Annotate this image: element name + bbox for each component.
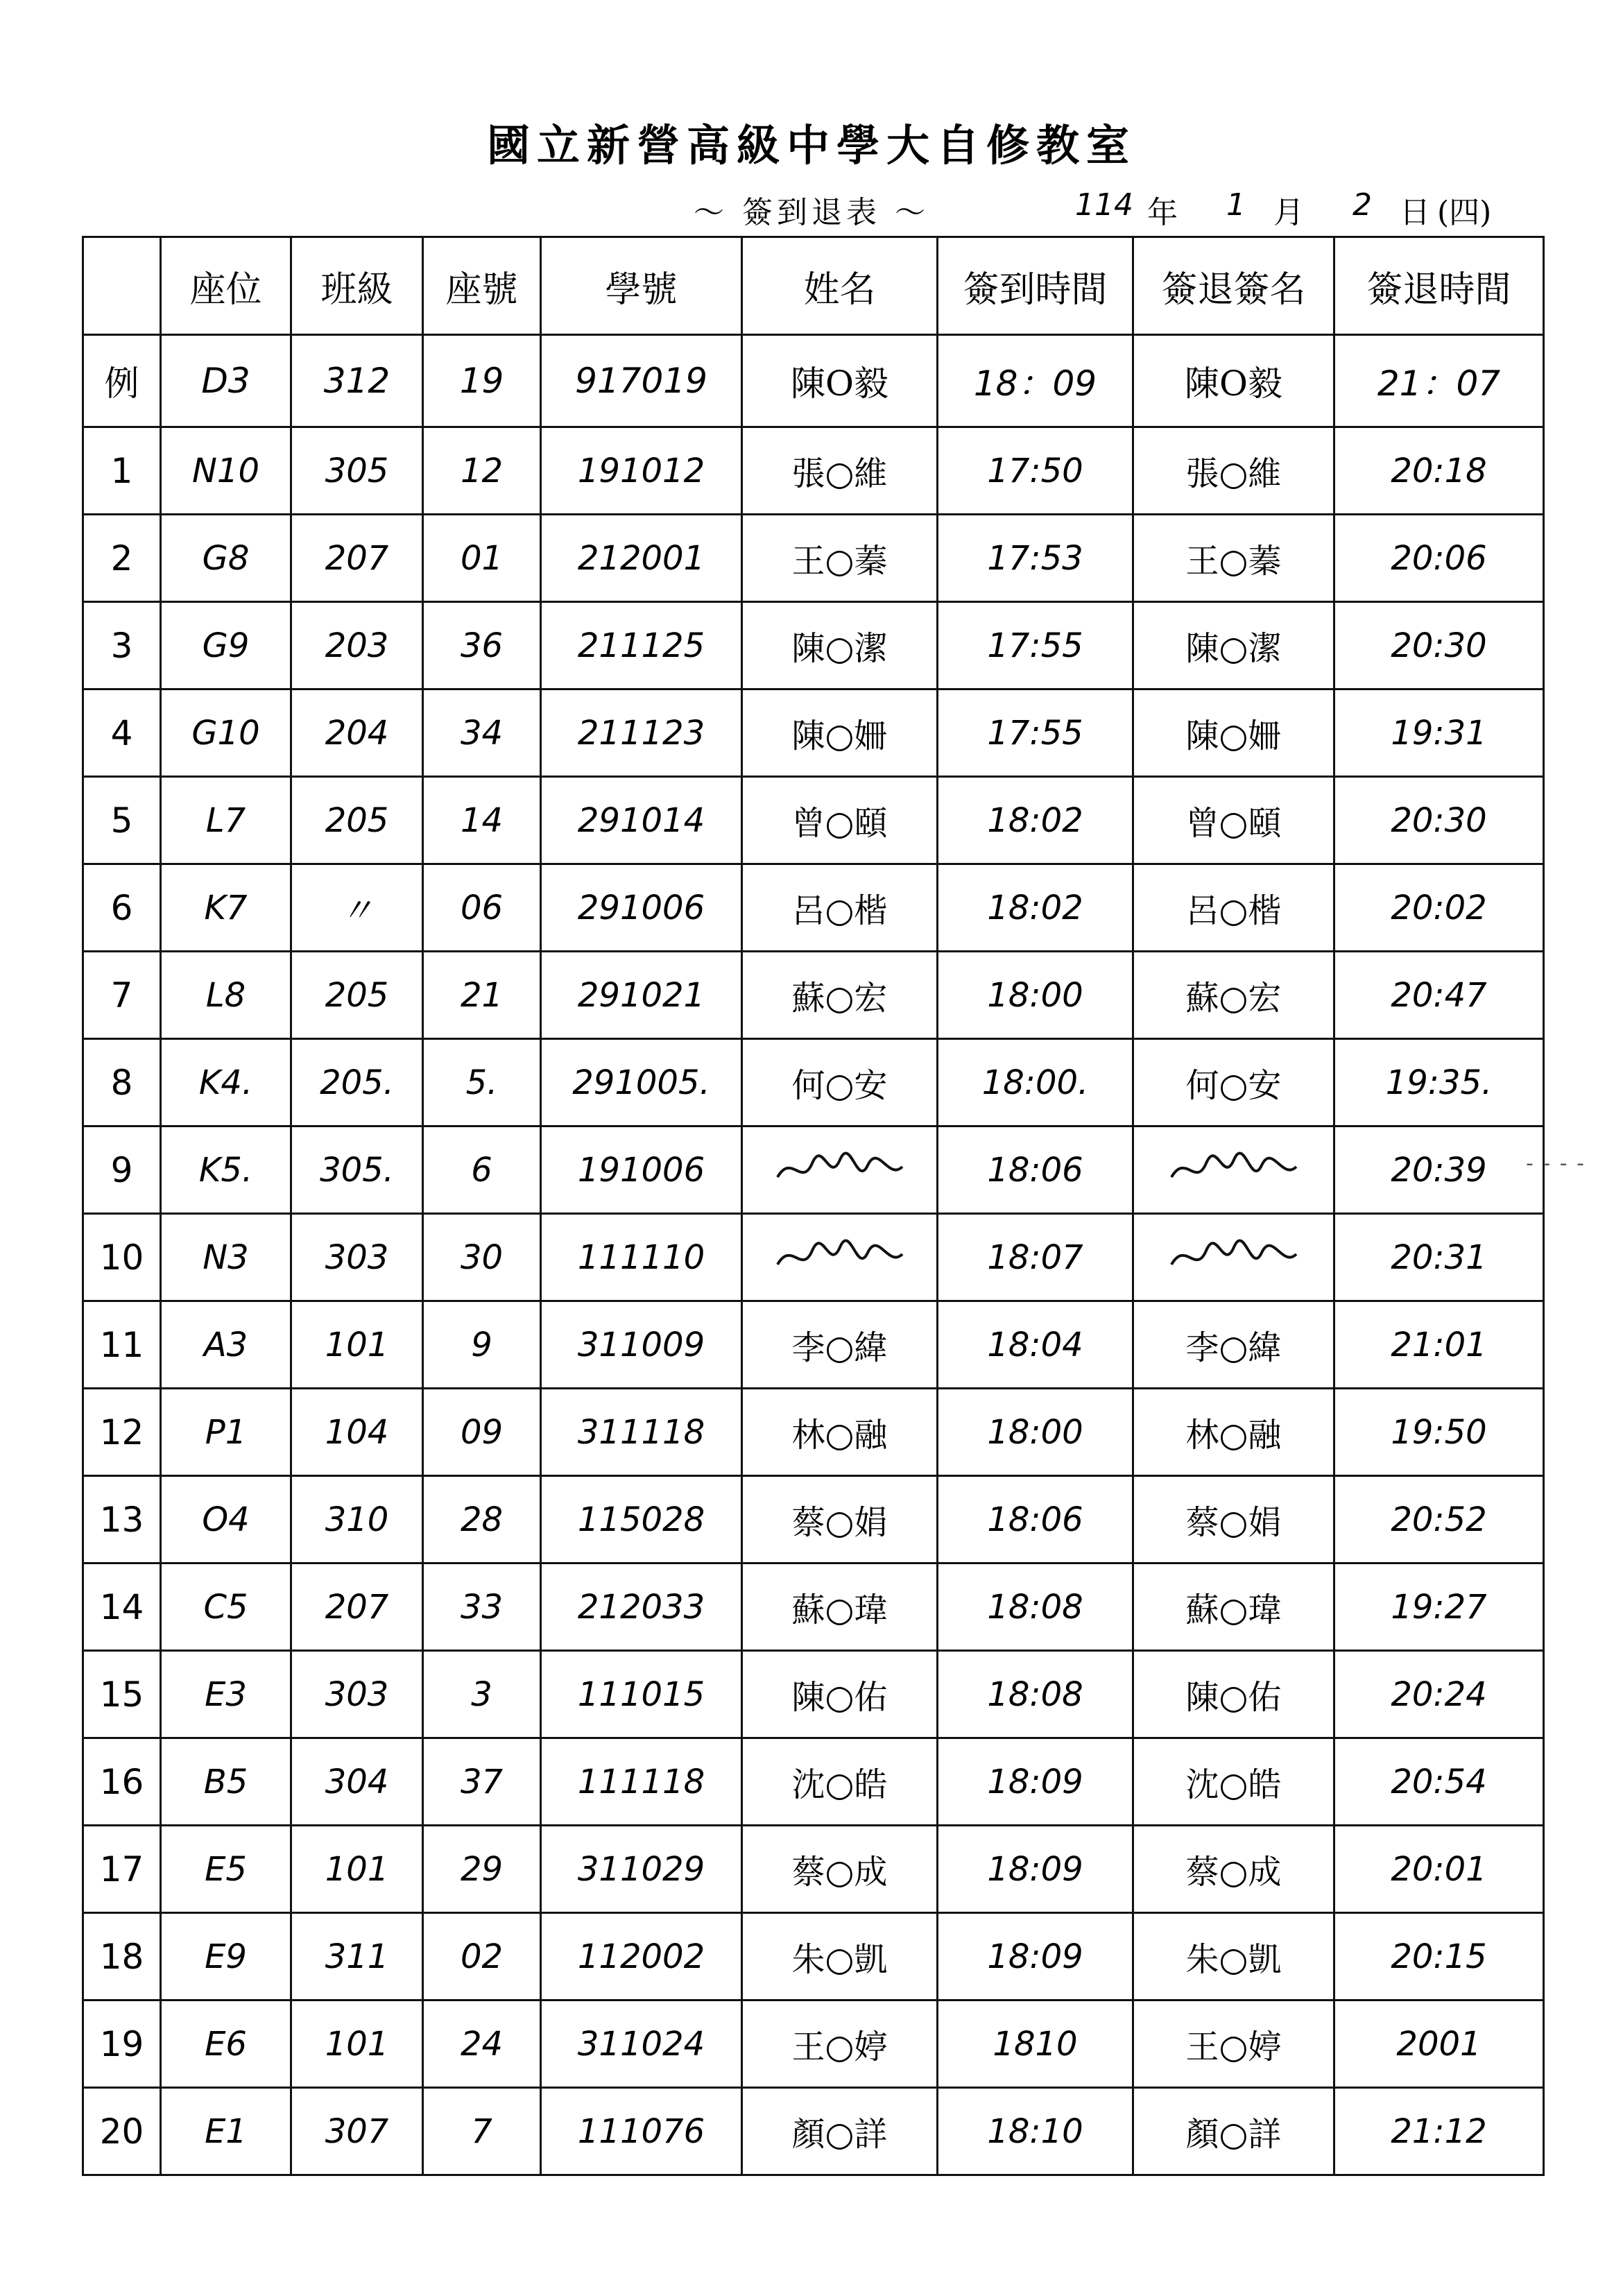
sign-out-time-cell: 20:54 (1334, 1738, 1544, 1826)
signature-cell: 陳○姍 (1133, 689, 1334, 777)
handwritten-signature-icon (771, 1233, 909, 1282)
class-cell: 207 (291, 1563, 423, 1651)
student-id-cell: 291014 (541, 777, 742, 864)
row-index: 13 (83, 1476, 161, 1563)
sign-in-time-cell: 18:07 (938, 1214, 1133, 1301)
class-cell: 204 (291, 689, 423, 777)
signature-cell: 朱○凱 (1133, 1913, 1334, 2001)
class-cell: 304 (291, 1738, 423, 1826)
class-cell: 〃 (291, 864, 423, 952)
table-row (83, 1738, 1544, 1826)
signature-cell: 蘇○瑋 (1133, 1563, 1334, 1651)
row-index: 8 (83, 1039, 161, 1126)
example-row (83, 335, 1544, 427)
signature-cell: 蔡○成 (1133, 1826, 1334, 1913)
sign-out-time-cell: 19:50 (1334, 1389, 1544, 1476)
seat-number-cell: 36 (423, 602, 541, 689)
student-id-cell: 291005. (541, 1039, 742, 1126)
sign-out-time-cell: 20:39 (1334, 1126, 1544, 1214)
row-index: 5 (83, 777, 161, 864)
sign-out-time-cell: 19:27 (1334, 1563, 1544, 1651)
signature-cell: 陳O毅 (1133, 335, 1334, 427)
table-row (83, 602, 1544, 689)
seat-cell: G9 (161, 602, 291, 689)
row-index: 17 (83, 1826, 161, 1913)
seat-cell: K7 (161, 864, 291, 952)
seat-cell: P1 (161, 1389, 291, 1476)
header-row (83, 237, 1544, 335)
header-sign-out-time: 簽退時間 (1334, 237, 1544, 335)
table-row (83, 427, 1544, 515)
signature-cell: 顏○詳 (1133, 2088, 1334, 2175)
seat-cell: B5 (161, 1738, 291, 1826)
class-cell: 205 (291, 952, 423, 1039)
name-cell: 王○婷 (742, 2001, 938, 2088)
sign-out-time-cell: 20:02 (1334, 864, 1544, 952)
sign-out-time-cell: 21：07 (1334, 335, 1544, 427)
sign-out-time-cell: 20:18 (1334, 427, 1544, 515)
table-row (83, 515, 1544, 602)
table-row (83, 952, 1544, 1039)
signature-cell: 陳○潔 (1133, 602, 1334, 689)
table-row (83, 1651, 1544, 1738)
table-row (83, 1214, 1544, 1301)
student-id-cell: 191006 (541, 1126, 742, 1214)
student-id-cell: 291021 (541, 952, 742, 1039)
sign-in-time-cell: 18:09 (938, 1738, 1133, 1826)
seat-number-cell: 28 (423, 1476, 541, 1563)
student-id-cell: 211125 (541, 602, 742, 689)
seat-cell: E6 (161, 2001, 291, 2088)
seat-number-cell: 19 (423, 335, 541, 427)
signature-cell: 李○緯 (1133, 1301, 1334, 1389)
class-cell: 303 (291, 1651, 423, 1738)
date-day-unit: 日 (1399, 195, 1430, 230)
name-cell: 林○融 (742, 1389, 938, 1476)
sign-out-time-cell: 20:24 (1334, 1651, 1544, 1738)
name-cell: 朱○凱 (742, 1913, 938, 2001)
class-cell: 101 (291, 1826, 423, 1913)
student-id-cell: 311009 (541, 1301, 742, 1389)
student-id-cell: 291006 (541, 864, 742, 952)
sign-out-time-cell: 20:15 (1334, 1913, 1544, 2001)
handwritten-signature-icon (1165, 1146, 1303, 1194)
table-row (83, 1476, 1544, 1563)
header-sign-in-time: 簽到時間 (938, 237, 1133, 335)
student-id-cell: 115028 (541, 1476, 742, 1563)
sign-out-time-cell: 20:30 (1334, 777, 1544, 864)
name-cell: 何○安 (742, 1039, 938, 1126)
name-cell: 張○維 (742, 427, 938, 515)
class-cell: 101 (291, 2001, 423, 2088)
table-row (83, 1301, 1544, 1389)
row-index: 例 (83, 335, 161, 427)
row-index: 12 (83, 1389, 161, 1476)
date-year: 114 (1075, 187, 1133, 223)
student-id-cell: 111110 (541, 1214, 742, 1301)
signature-cell: 何○安 (1133, 1039, 1334, 1126)
table-row (83, 777, 1544, 864)
row-index: 18 (83, 1913, 161, 2001)
seat-number-cell: 29 (423, 1826, 541, 1913)
signature-cell: 林○融 (1133, 1389, 1334, 1476)
sign-in-time-cell: 18:00 (938, 1389, 1133, 1476)
sign-in-time-cell: 17:55 (938, 602, 1133, 689)
sign-in-time-cell: 18:04 (938, 1301, 1133, 1389)
header-seat: 座位 (161, 237, 291, 335)
seat-cell: K5. (161, 1126, 291, 1214)
row-index: 9 (83, 1126, 161, 1214)
seat-cell: A3 (161, 1301, 291, 1389)
sign-out-time-cell: 20:06 (1334, 515, 1544, 602)
seat-number-cell: 33 (423, 1563, 541, 1651)
sign-in-time-cell: 18:10 (938, 2088, 1133, 2175)
table-row (83, 2001, 1544, 2088)
table-row (83, 1126, 1544, 1214)
signature-cell: 張○維 (1133, 427, 1334, 515)
page-title: 國立新營高級中學大自修教室 (486, 120, 1136, 171)
row-index: 10 (83, 1214, 161, 1301)
student-id-cell: 111076 (541, 2088, 742, 2175)
name-cell: 呂○楷 (742, 864, 938, 952)
seat-number-cell: 34 (423, 689, 541, 777)
seat-number-cell: 30 (423, 1214, 541, 1301)
sign-in-time-cell: 18:02 (938, 777, 1133, 864)
signature-cell: 呂○楷 (1133, 864, 1334, 952)
sign-in-time-cell: 17:55 (938, 689, 1133, 777)
seat-cell: G8 (161, 515, 291, 602)
student-id-cell: 212033 (541, 1563, 742, 1651)
name-cell: 陳○佑 (742, 1651, 938, 1738)
seat-cell: E5 (161, 1826, 291, 1913)
class-cell: 104 (291, 1389, 423, 1476)
date-weekday: (四) (1436, 195, 1492, 230)
row-index: 19 (83, 2001, 161, 2088)
class-cell: 307 (291, 2088, 423, 2175)
signature-cell (1133, 1126, 1334, 1214)
sign-in-time-cell: 18:02 (938, 864, 1133, 952)
class-cell: 205. (291, 1039, 423, 1126)
seat-number-cell: 12 (423, 427, 541, 515)
table-row (83, 1826, 1544, 1913)
sign-out-time-cell: 20:01 (1334, 1826, 1544, 1913)
sign-in-time-cell: 1810 (938, 2001, 1133, 2088)
signature-cell: 王○蓁 (1133, 515, 1334, 602)
table-row (83, 2088, 1544, 2175)
sign-out-time-cell: 20:30 (1334, 602, 1544, 689)
seat-number-cell: 14 (423, 777, 541, 864)
seat-cell: C5 (161, 1563, 291, 1651)
class-cell: 303 (291, 1214, 423, 1301)
sign-out-time-cell: 21:12 (1334, 2088, 1544, 2175)
student-id-cell: 311024 (541, 2001, 742, 2088)
seat-cell: L8 (161, 952, 291, 1039)
sign-out-time-cell: 2001 (1334, 2001, 1544, 2088)
date-month-unit: 月 (1273, 195, 1304, 230)
header-student-id: 學號 (541, 237, 742, 335)
name-cell: 蔡○成 (742, 1826, 938, 1913)
row-index: 14 (83, 1563, 161, 1651)
student-id-cell: 311118 (541, 1389, 742, 1476)
student-id-cell: 111118 (541, 1738, 742, 1826)
header-seat-number: 座號 (423, 237, 541, 335)
row-index: 1 (83, 427, 161, 515)
name-cell: 陳○潔 (742, 602, 938, 689)
sign-in-time-cell: 18:06 (938, 1476, 1133, 1563)
handwritten-signature-icon (771, 1146, 909, 1194)
table-row (83, 1389, 1544, 1476)
date-line (1075, 187, 1491, 232)
name-cell: 王○蓁 (742, 515, 938, 602)
seat-number-cell: 3 (423, 1651, 541, 1738)
sign-in-time-cell: 18:06 (938, 1126, 1133, 1214)
student-id-cell: 112002 (541, 1913, 742, 2001)
sign-in-time-cell: 17:50 (938, 427, 1133, 515)
header-name: 姓名 (742, 237, 938, 335)
sign-in-time-cell: 18：09 (938, 335, 1133, 427)
row-index: 11 (83, 1301, 161, 1389)
name-cell: 蔡○娟 (742, 1476, 938, 1563)
date-year-unit: 年 (1147, 195, 1178, 230)
sign-in-time-cell: 18:08 (938, 1651, 1133, 1738)
sign-out-time-cell: 20:31 (1334, 1214, 1544, 1301)
seat-cell: O4 (161, 1476, 291, 1563)
table-row (83, 1913, 1544, 2001)
signature-cell: 蔡○娟 (1133, 1476, 1334, 1563)
name-cell (742, 1126, 938, 1214)
handwritten-signature-icon (1165, 1233, 1303, 1282)
seat-cell: N3 (161, 1214, 291, 1301)
signature-cell: 蘇○宏 (1133, 952, 1334, 1039)
class-cell: 312 (291, 335, 423, 427)
student-id-cell: 111015 (541, 1651, 742, 1738)
sign-in-time-cell: 17:53 (938, 515, 1133, 602)
seat-cell: N10 (161, 427, 291, 515)
name-cell: 蘇○宏 (742, 952, 938, 1039)
table-row (83, 1563, 1544, 1651)
table-row (83, 689, 1544, 777)
seat-number-cell: 5. (423, 1039, 541, 1126)
name-cell: 曾○頤 (742, 777, 938, 864)
seat-number-cell: 9 (423, 1301, 541, 1389)
seat-number-cell: 7 (423, 2088, 541, 2175)
sign-out-time-cell: 20:47 (1334, 952, 1544, 1039)
class-cell: 101 (291, 1301, 423, 1389)
sign-out-time-cell: 20:52 (1334, 1476, 1544, 1563)
class-cell: 203 (291, 602, 423, 689)
sign-out-time-cell: 21:01 (1334, 1301, 1544, 1389)
seat-number-cell: 02 (423, 1913, 541, 2001)
header-sign-out-signature: 簽退簽名 (1133, 237, 1334, 335)
table-row (83, 1039, 1544, 1126)
sign-out-time-cell: 19:31 (1334, 689, 1544, 777)
sign-in-time-cell: 18:00 (938, 952, 1133, 1039)
header-class: 班級 (291, 237, 423, 335)
seat-number-cell: 37 (423, 1738, 541, 1826)
row-index: 3 (83, 602, 161, 689)
date-day: 2 (1352, 187, 1372, 223)
class-cell: 311 (291, 1913, 423, 2001)
seat-number-cell: 21 (423, 952, 541, 1039)
student-id-cell: 191012 (541, 427, 742, 515)
seat-number-cell: 6 (423, 1126, 541, 1214)
seat-cell: E1 (161, 2088, 291, 2175)
date-month: 1 (1226, 187, 1246, 223)
header-index (83, 237, 161, 335)
class-cell: 207 (291, 515, 423, 602)
row-index: 15 (83, 1651, 161, 1738)
row-index: 7 (83, 952, 161, 1039)
row-index: 6 (83, 864, 161, 952)
seat-number-cell: 09 (423, 1389, 541, 1476)
name-cell: 陳○姍 (742, 689, 938, 777)
signature-cell: 陳○佑 (1133, 1651, 1334, 1738)
student-id-cell: 211123 (541, 689, 742, 777)
signature-cell: 沈○皓 (1133, 1738, 1334, 1826)
student-id-cell: 917019 (541, 335, 742, 427)
signature-cell (1133, 1214, 1334, 1301)
name-cell: 李○緯 (742, 1301, 938, 1389)
class-cell: 310 (291, 1476, 423, 1563)
row-index: 2 (83, 515, 161, 602)
margin-dashes: - - - - (1526, 1151, 1586, 1176)
seat-cell: D3 (161, 335, 291, 427)
name-cell: 陳O毅 (742, 335, 938, 427)
seat-cell: E9 (161, 1913, 291, 2001)
seat-number-cell: 24 (423, 2001, 541, 2088)
sign-in-time-cell: 18:00. (938, 1039, 1133, 1126)
seat-cell: E3 (161, 1651, 291, 1738)
name-cell: 沈○皓 (742, 1738, 938, 1826)
row-index: 4 (83, 689, 161, 777)
sign-in-table (82, 236, 1545, 2176)
row-index: 16 (83, 1738, 161, 1826)
sign-in-time-cell: 18:09 (938, 1913, 1133, 2001)
student-id-cell: 311029 (541, 1826, 742, 1913)
signature-cell: 王○婷 (1133, 2001, 1334, 2088)
table-row (83, 864, 1544, 952)
sign-out-time-cell: 19:35. (1334, 1039, 1544, 1126)
seat-cell: L7 (161, 777, 291, 864)
form-subtitle: ～ 簽到退表 ～ (694, 195, 929, 230)
seat-number-cell: 06 (423, 864, 541, 952)
sign-in-time-cell: 18:08 (938, 1563, 1133, 1651)
signature-cell: 曾○頤 (1133, 777, 1334, 864)
class-cell: 305. (291, 1126, 423, 1214)
name-cell: 顏○詳 (742, 2088, 938, 2175)
name-cell: 蘇○瑋 (742, 1563, 938, 1651)
seat-cell: K4. (161, 1039, 291, 1126)
name-cell (742, 1214, 938, 1301)
class-cell: 205 (291, 777, 423, 864)
class-cell: 305 (291, 427, 423, 515)
sign-in-time-cell: 18:09 (938, 1826, 1133, 1913)
row-index: 20 (83, 2088, 161, 2175)
seat-cell: G10 (161, 689, 291, 777)
student-id-cell: 212001 (541, 515, 742, 602)
seat-number-cell: 01 (423, 515, 541, 602)
